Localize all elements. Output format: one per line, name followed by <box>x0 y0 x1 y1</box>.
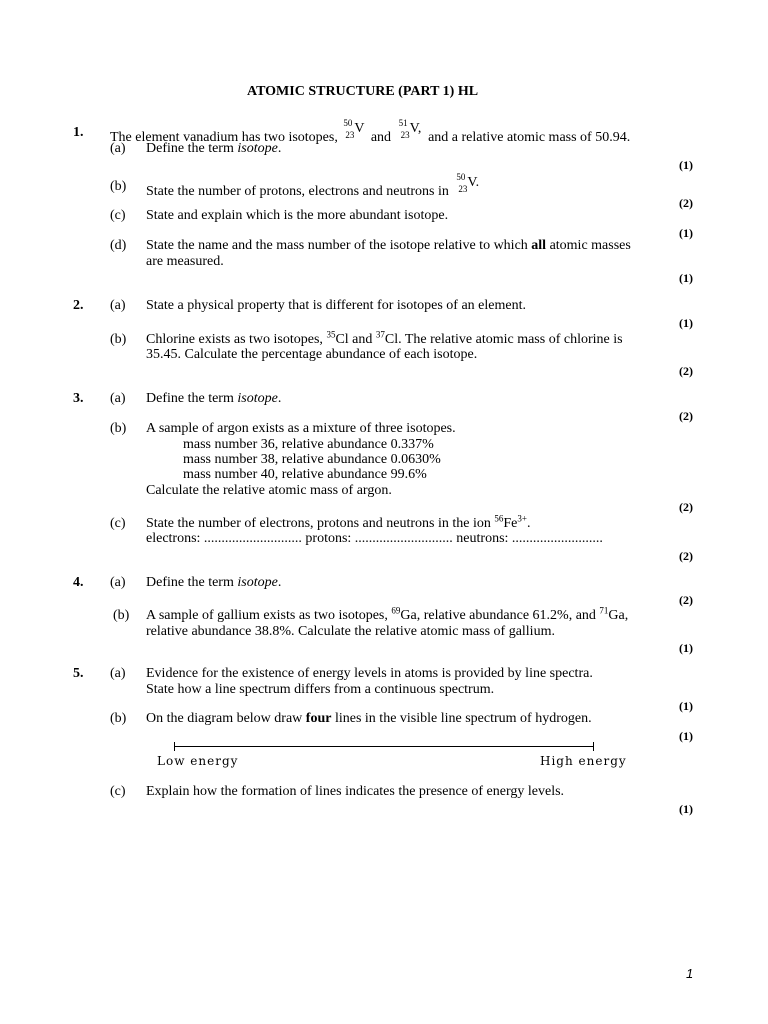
q4b-superscript: 69 <box>391 605 401 616</box>
q2b-text-line2: 35.45. Calculate the percentage abundance of each isotope. <box>146 347 478 362</box>
question-4-number: 4. <box>73 575 84 590</box>
spectrum-axis-start-tick <box>174 742 175 751</box>
q5a-text-line2: State how a line spectrum differs from a continuous spectrum. <box>146 682 495 697</box>
question-5-number: 5. <box>73 666 84 681</box>
q3a-mark: (2) <box>679 409 693 423</box>
question-3-number: 3. <box>73 391 84 406</box>
q3c-symbol: Fe <box>503 516 518 531</box>
q3b-isotope-item: mass number 36, relative abundance 0.337% <box>183 437 434 452</box>
q2b-label: (b) <box>110 332 127 347</box>
q3a-text <box>146 391 281 407</box>
nuclide-atomic-number: 23 <box>345 130 355 140</box>
q3c-post: . <box>526 516 531 531</box>
q4b-text <box>146 605 629 624</box>
q3b-isotope-item: mass number 40, relative abundance 99.6% <box>183 467 427 482</box>
q4b-superscript: 71 <box>599 605 609 616</box>
q1-intro-text: The element vanadium has two isotopes, <box>110 130 338 145</box>
q5b-bold: four <box>305 711 332 726</box>
q4a-mark: (2) <box>679 593 693 607</box>
q3a-emphasis: isotope <box>237 391 278 406</box>
vanadium-51-nuclide <box>397 118 422 141</box>
q1d-mark: (1) <box>679 271 693 285</box>
q1-and-text: and <box>370 130 392 145</box>
q1d-post: atomic masses <box>546 238 631 253</box>
nuclide-symbol: V, <box>409 121 422 136</box>
q3c-pre: State the number of electrons, protons and neutrons in the ion <box>146 516 495 531</box>
q3b-calc-text: Calculate the relative atomic mass of argon. <box>146 483 392 498</box>
q3c-mass-superscript: 56 <box>494 513 504 524</box>
q3c-text <box>146 513 531 532</box>
q5a-label: (a) <box>110 666 126 681</box>
q4b-text-line2: relative abundance 38.8%. Calculate the relative atomic mass of gallium. <box>146 624 555 639</box>
q5c-text: Explain how the formation of lines indicates the presence of energy levels. <box>146 784 565 799</box>
vanadium-50-nuclide <box>454 172 480 195</box>
q3c-label: (c) <box>110 516 126 531</box>
q4b-mid: Ga, relative abundance 61.2%, and <box>400 608 600 623</box>
q5a-mark: (1) <box>679 699 693 713</box>
q2b-text <box>146 329 623 348</box>
q2a-label: (a) <box>110 298 126 313</box>
q5b-post: lines in the visible line spectrum of hydrogen. <box>331 711 592 726</box>
q1b-text <box>146 172 480 200</box>
q1a-label: (a) <box>110 141 126 156</box>
page-number: 1 <box>686 966 694 981</box>
q5c-mark: (1) <box>679 802 693 816</box>
q1d-label: (d) <box>110 238 127 253</box>
q1d-text <box>146 238 631 254</box>
q5a-text: Evidence for the existence of energy levels in atoms is provided by line spectra. <box>146 666 593 681</box>
q3a-label: (a) <box>110 391 126 406</box>
q2a-mark: (1) <box>679 316 693 330</box>
nuclide-mass-number: 50 <box>343 118 353 128</box>
q2b-mid: Cl and <box>335 332 376 347</box>
q2b-post: Cl. The relative atomic mass of chlorine is <box>384 332 623 347</box>
q5b-label: (b) <box>110 711 127 726</box>
q1c-label: (c) <box>110 208 126 223</box>
q3b-label: (b) <box>110 421 127 436</box>
q4a-text <box>146 575 281 591</box>
q1b-label: (b) <box>110 179 127 194</box>
nuclide-symbol: V <box>354 121 365 136</box>
q3a-post: . <box>277 391 282 406</box>
q5b-text <box>146 711 592 727</box>
q2b-pre: Chlorine exists as two isotopes, <box>146 332 327 347</box>
q4a-emphasis: isotope <box>237 575 278 590</box>
q1a-pre: Define the term <box>146 141 238 156</box>
q1c-text: State and explain which is the more abundant isotope. <box>146 208 449 223</box>
q3c-answer-blanks: electrons: ............................ protons: ............................ neutrons: .......................... <box>146 531 603 546</box>
q4b-label: (b) <box>113 608 130 623</box>
q3c-charge-superscript: 3+ <box>517 513 527 524</box>
q3a-pre: Define the term <box>146 391 238 406</box>
q3b-isotope-item: mass number 38, relative abundance 0.0630% <box>183 452 441 467</box>
q4a-pre: Define the term <box>146 575 238 590</box>
page-title: ATOMIC STRUCTURE (PART 1) HL <box>247 84 479 99</box>
spectrum-axis-line[interactable] <box>174 746 594 747</box>
q3c-mark: (2) <box>679 549 693 563</box>
q1a-text <box>146 141 281 157</box>
q1c-mark: (1) <box>679 226 693 240</box>
q4b-post: Ga, <box>608 608 629 623</box>
question-1-number: 1. <box>73 125 84 140</box>
q1d-bold: all <box>531 238 547 253</box>
vanadium-50-nuclide <box>341 118 365 141</box>
q3b-text: A sample of argon exists as a mixture of three isotopes. <box>146 421 456 436</box>
q1d-text-line2: are measured. <box>146 254 224 269</box>
high-energy-label: High energy <box>540 754 627 768</box>
q1a-mark: (1) <box>679 158 693 172</box>
question-2-number: 2. <box>73 298 84 313</box>
q2b-superscript: 37 <box>375 329 385 340</box>
nuclide-mass-number: 51 <box>398 118 408 128</box>
q4b-mark: (1) <box>679 641 693 655</box>
q2b-mark: (2) <box>679 364 693 378</box>
low-energy-label: Low energy <box>157 754 239 768</box>
nuclide-atomic-number: 23 <box>400 130 410 140</box>
q3b-mark: (2) <box>679 500 693 514</box>
spectrum-axis-end-tick <box>593 742 594 751</box>
q1-intro-text-end: and a relative atomic mass of 50.94. <box>428 130 631 145</box>
q1a-post: . <box>277 141 282 156</box>
q5c-label: (c) <box>110 784 126 799</box>
q2b-superscript: 35 <box>326 329 336 340</box>
q5b-mark: (1) <box>679 729 693 743</box>
q4a-post: . <box>277 575 282 590</box>
q1b-main: State the number of protons, electrons and neutrons in <box>146 184 449 199</box>
q2a-text: State a physical property that is different for isotopes of an element. <box>146 298 526 313</box>
q1b-mark: (2) <box>679 196 693 210</box>
nuclide-symbol: V. <box>467 175 480 190</box>
q1a-emphasis: isotope <box>237 141 278 156</box>
q5b-pre: On the diagram below draw <box>146 711 306 726</box>
nuclide-atomic-number: 23 <box>458 184 468 194</box>
q1d-pre: State the name and the mass number of the isotope relative to which <box>146 238 532 253</box>
q4a-label: (a) <box>110 575 126 590</box>
nuclide-mass-number: 50 <box>456 172 466 182</box>
q4b-pre: A sample of gallium exists as two isotopes, <box>146 608 392 623</box>
